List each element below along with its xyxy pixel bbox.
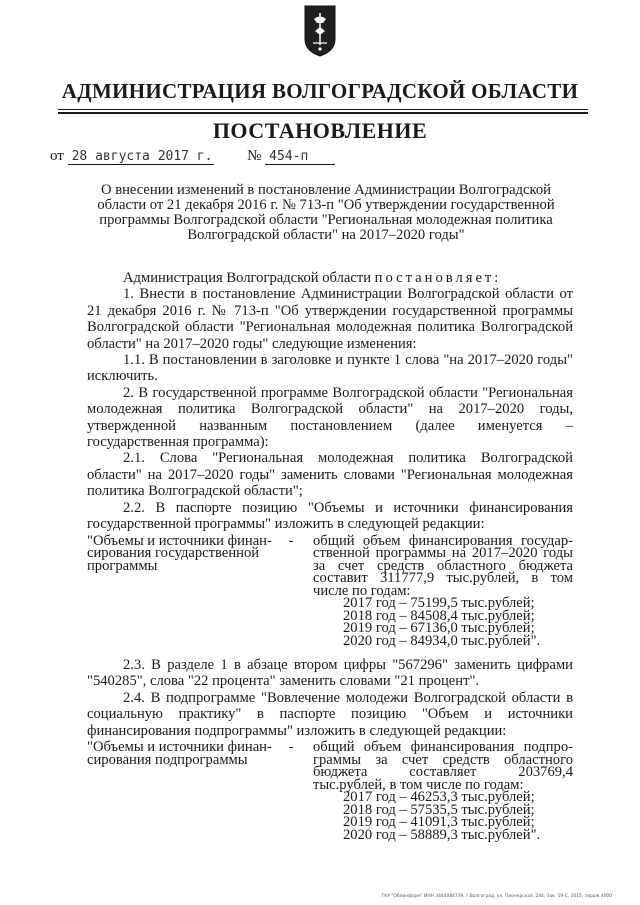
funding-table-program [87, 532, 573, 649]
header-rule-bold [58, 112, 588, 114]
year-row: 2017 год – 46253,3 тыс.рублей; [343, 789, 535, 806]
year-row: 2018 год – 84508,4 тыс.рублей; [343, 607, 535, 624]
year-row: 2019 год – 41091,3 тыс.рублей; [343, 814, 535, 831]
funding-table-text [305, 532, 573, 649]
year-row: 2020 год – 84934,0 тыс.рублей". [343, 632, 541, 649]
paragraph-1-1: 1.1. В постановлении в заголовке и пункте 1 слова "на 2017–2020 годы" исключить. [87, 352, 573, 385]
organization-title: АДМИНИСТРАЦИЯ ВОЛГОГРАДСКОЙ ОБЛАСТИ [61, 79, 579, 103]
number-prefix: № [247, 148, 262, 164]
printer-imprint: ГКУ "Облинформ" ИНН 3444084739, г.Волгоград, ул. Пионерская, 244, Зак. 19-С, 2015, тираж 4000 [381, 894, 612, 899]
header-rule [58, 109, 588, 110]
funding-total-text: общий объем финансирования подпро-граммы за счет средств областного бюджета составляет 203769,4 тыс.рублей, в том числе по годам: [313, 739, 573, 793]
coat-of-arms-emblem [303, 5, 337, 57]
year-row: 2020 год – 58889,3 тыс.рублей". [343, 826, 541, 843]
paragraph-2-4: 2.4. В подпрограмме "Вовлечение молодежи Волгоградской области в социальную практику" в паспорте позицию "Объем и источники финансирования подпрограммы" изложить в следующей редакции: [87, 689, 573, 739]
funding-table-text [305, 741, 573, 841]
intro-paragraph [87, 270, 573, 286]
paragraph-2-1: 2.1. Слова "Региональная молодежная политика Волгоградской области" на 2017–2020 годы" заменить словами "Региональная молодежная политика Волгоградской области"; [87, 450, 573, 500]
date-number-line [50, 148, 335, 165]
date-prefix: от [50, 148, 64, 164]
year-row: 2019 год – 67136,0 тыс.рублей; [343, 620, 535, 636]
intro-resolves: постановляет: [374, 270, 502, 286]
funding-table-subprogram [87, 741, 573, 841]
document-body [87, 270, 573, 841]
funding-table-label: "Объемы и источники финан-сирования подпрограммы [87, 739, 272, 768]
document-type-heading: ПОСТАНОВЛЕНИЕ [212, 118, 428, 143]
funding-table-dash: - [288, 739, 294, 756]
paragraph-2: 2. В государственной программе Волгоградской области "Региональная молодежная политика Волгоградской области" на 2017–2020 годы, утвержденной названным постановлением (далее именуется – государственная программа): [87, 384, 573, 451]
year-row: 2018 год – 57535,5 тыс.рублей; [343, 801, 535, 818]
document-date: 28 августа 2017 г. [68, 149, 214, 165]
paragraph-2-3: 2.3. В разделе 1 в абзаце втором цифры "567296" заменить цифрами "540285", слова "22 процента" заменить словами "21 процент". [87, 657, 573, 690]
document-subject: О внесении изменений в постановление Администрации Волгоградской области от 21 декабря 2016 г. № 713-п "Об утверждении государственной программы Волгоградской области "Региональная молодежная политика Волгоградской области" на 2017–2020 годы" [97, 182, 555, 243]
year-row: 2017 год – 75199,5 тыс.рублей; [343, 595, 535, 611]
paragraph-1: 1. Внести в постановление Администрации Волгоградской области от 21 декабря 2016 г. № 713-п "Об утверждении государственной программы Волгоградской области "Региональная молодежная политика Волгоградской области" на 2017–2020 годы" следующие изменения: [87, 286, 573, 352]
funding-total-text: общий объем финансирования государ-ственной программы на 2017–2020 годы за счет средств областного бюджета составит 311777,9 тыс.рублей, в том числе по годам: [313, 532, 573, 599]
funding-table-label: "Объемы и источники финан-сирования государственной программы [87, 532, 272, 574]
document-number: 454-п [265, 149, 335, 165]
intro-text: Администрация Волгоградской области [123, 270, 372, 286]
paragraph-2-2: 2.2. В паспорте позицию "Объемы и источники финансирования государственной программы" изложить в следующей редакции: [87, 499, 573, 533]
funding-table-dash: - [288, 532, 294, 549]
